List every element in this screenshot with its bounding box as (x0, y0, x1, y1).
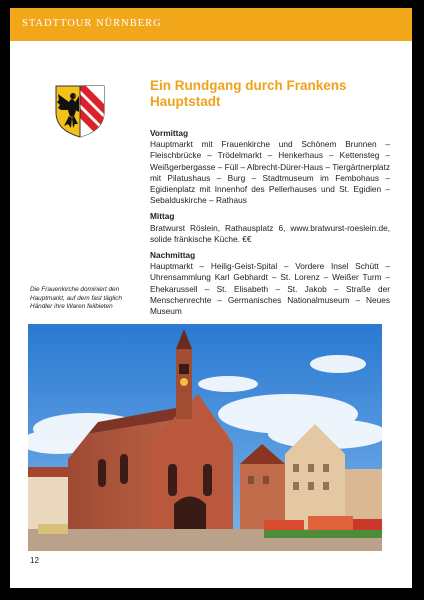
section-text-nachmittag: Hauptmarkt – Heilig-Geist-Spital – Vordere Insel Schütt – Uhrensammlung Karl Gebhardt – St. Lorenz – Weißer Turm – Ehekarussell – St. Elisabeth – St. Jakob – Straße der Menschenrechte – Germanisches Nationalmuseum – Neues Museum (150, 261, 390, 317)
article-headline: Ein Rundgang durch Frankens Hauptstadt (150, 78, 347, 109)
photo-caption: Die Frauenkirche dominiert den Hauptmarkt, auf dem fast täglich Händler ihre Waren feilbieten (30, 286, 122, 311)
section-title-vormittag: Vormittag (150, 128, 189, 138)
header-band (10, 8, 412, 41)
section-title-mittag: Mittag (150, 211, 175, 222)
page-number: 12 (30, 556, 39, 565)
section-title-nachmittag: Nachmittag (150, 250, 196, 261)
frauenkirche-photo (28, 324, 382, 551)
article-body (150, 128, 390, 322)
section-text-mittag: Bratwurst Röslein, Rathausplatz 6, www.bratwurst-roeslein.de, solide fränkische Küche. €€ (150, 222, 390, 244)
section-text-vormittag: Hauptmarkt mit Frauenkirche und Schönem Brunnen – Fleischbrücke – Trödelmarkt – Henkerhaus – Kettensteg – Weißgerbergasse – Füll – Albrecht-Dürer-Haus – Tiergärtnerplatz mit Pilatushaus – Burg – Stadtmuseum im Fembohaus – Egidienplatz mit Innenhof des Pellerhauses und St. Egidien – Sebalduskirche – Rathaus (150, 139, 390, 206)
book-page (10, 8, 412, 588)
header-title: STADTTOUR NÜRNBERG (22, 18, 162, 29)
nuremberg-coat-of-arms-icon (50, 80, 110, 140)
